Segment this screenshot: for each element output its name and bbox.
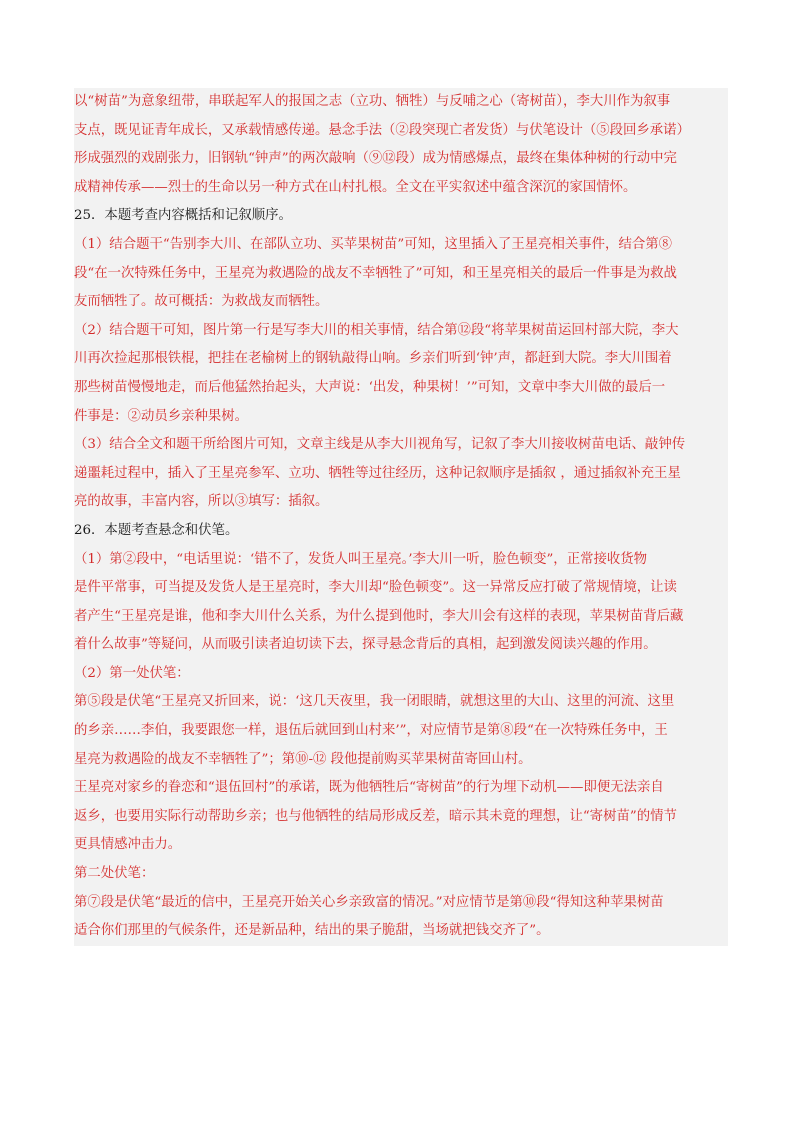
text-line: 递噩耗过程中，插入了王星亮参军、立功、牺牲等过往经历，这种记叙顺序是插叙 ，通过插叙补充王星 [74,465,681,481]
text-line: 是件平常事，可当提及发货人是王星亮时，李大川却“脸色顿变”。这一异常反应打破了常规情境，让读 [74,580,677,596]
text-line: 星亮为救遇险的战友不幸牺牲了”；第⑩-⑫ 段他提前购买苹果树苗寄回山村。 [74,751,532,767]
text-line: （3）结合全文和题干所给图片可知，文章主线是从李大川视角写，记叙了李大川接收树苗电话、敲钟传 [74,437,686,453]
text-line: 支点，既见证青年成长，又承载情感传递。悬念手法（②段突现亡者发货）与伏笔设计（⑤段回乡承诺） [74,122,690,138]
text-line: 成精神传承——烈士的生命以另一种方式在山村扎根。全文在平实叙述中蕴含深沉的家国情怀。 [74,179,637,195]
text-line: 段“在一次特殊任务中，王星亮为救遇险的战友不幸牺牲了”可知，和王星亮相关的最后一件事是为救战 [74,265,677,281]
text-line: 者产生“王星亮是谁，他和李大川什么关系，为什么提到他时，李大川会有这样的表现，苹果树苗背后藏 [74,608,684,624]
text-line: （1）第②段中，“电话里说：‘错不了，发货人叫王星亮。’李大川一听，脸色顿变”，正常接收货物 [74,551,648,567]
section-heading: 25．本题考查内容概括和记叙顺序。 [74,208,292,224]
text-line: 友而牺牲了。故可概括：为救战友而牺牲。 [74,294,329,310]
text-line: 适合你们那里的气候条件，还是新品种，结出的果子脆甜，当场就把钱交齐了”。 [74,923,550,939]
text-line: （1）结合题干“告别李大川、在部队立功、买苹果树苗”可知，这里插入了王星亮相关事件，结合第⑧ [74,236,673,252]
text-line: （2）结合题干可知，图片第一行是写李大川的相关事情，结合第⑫段“将苹果树苗运回村部大院，李大 [74,322,679,338]
text-line: 川再次捡起那根铁棍，把挂在老榆树上的钢轨敲得山响。乡亲们听到‘钟’声，都赶到大院。李大川围着 [74,351,672,367]
text-line: 的乡亲……李伯，我要跟您一样，退伍后就回到山村来’”，对应情节是第⑧段“在一次特殊任务中，王 [74,723,668,739]
text-line: 形成强烈的戏剧张力，旧钢轨“钟声”的两次敲响（⑨⑫段）成为情感爆点，最终在集体种树的行动中完 [74,151,677,167]
text-line: 第二处伏笔： [74,866,155,882]
text-line: 那些树苗慢慢地走，而后他猛然抬起头，大声说：‘出发，种果树！’”可知，文章中李大川做的最后一 [74,379,666,395]
text-line: 件事是：②动员乡亲种果树。 [74,408,249,424]
text-line: 着什么故事”等疑问，从而吸引读者迫切读下去，探寻悬念背后的真相，起到激发阅读兴趣的作用。 [74,637,657,653]
answer-text-block [74,88,728,946]
text-line: 第⑦段是伏笔“最近的信中，王星亮开始关心乡亲致富的情况。”对应情节是第⑩段“得知这种苹果树苗 [74,894,664,910]
text-line: 以“树苗”为意象纽带，串联起军人的报国之志（立功、牺牲）与反哺之心（寄树苗），李大川作为叙事 [74,94,671,109]
text-line: 更具情感冲击力。 [74,837,182,853]
text-line: 王星亮对家乡的眷恋和“退伍回村”的承诺，既为他牺牲后“寄树苗”的行为埋下动机——即便无法亲自 [74,780,664,796]
text-line: 亮的故事，丰富内容，所以③填写：插叙。 [74,494,329,510]
text-line: （2）第一处伏笔： [74,665,190,681]
section-heading: 26．本题考查悬念和伏笔。 [74,522,239,538]
text-line: 返乡，也要用实际行动帮助乡亲；也与他牺牲的结局形成反差，暗示其未竟的理想，让“寄树苗”的情节 [74,808,677,824]
text-line: 第⑤段是伏笔“王星亮又折回来，说：‘这几天夜里，我一闭眼睛，就想这里的大山、这里的河流、这里 [74,694,675,710]
